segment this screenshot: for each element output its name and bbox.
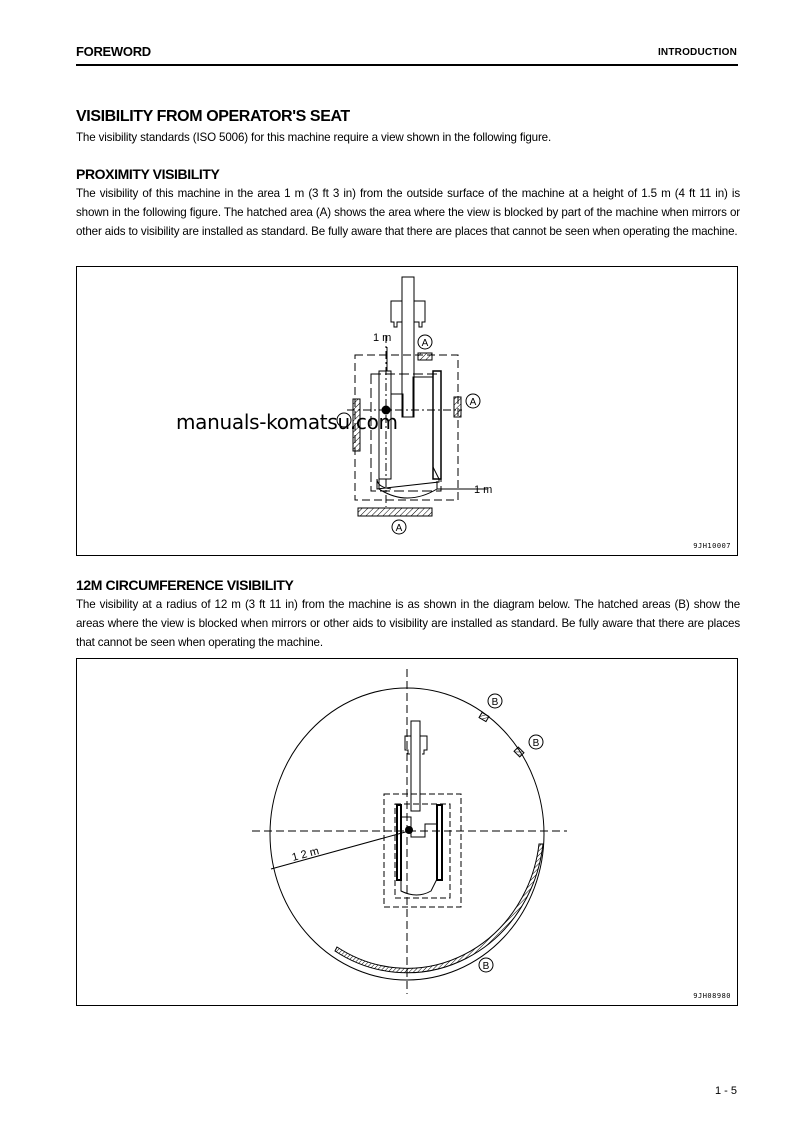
proximity-heading: PROXIMITY VISIBILITY: [76, 166, 220, 182]
distance-label-top: 1 m: [373, 332, 392, 344]
svg-text:A: A: [421, 338, 429, 349]
header-chapter: FOREWORD: [76, 44, 151, 59]
svg-text:B: B: [532, 738, 540, 749]
header-rule: [76, 64, 738, 66]
radius-label: 1 2 m: [290, 845, 321, 864]
figure-code: 9JH08980: [693, 992, 731, 1000]
page-title: VISIBILITY FROM OPERATOR'S SEAT: [76, 108, 350, 125]
svg-text:A: A: [469, 397, 477, 408]
circumference-text: The visibility at a radius of 12 m (3 ft 11 in) from the machine is as shown in the diagram below. The hatched areas (B) show the areas where the view is blocked when mirrors or other aids to visibility are installed as standard. Be fully aware that there are places that cannot be seen when operating the machine.: [76, 598, 740, 649]
operator-position-icon: [405, 826, 413, 834]
header-section: INTRODUCTION: [657, 47, 737, 58]
svg-text:B: B: [491, 697, 499, 708]
figure-code: 9JH10007: [693, 542, 731, 550]
intro-text: The visibility standards (ISO 5006) for this machine require a view shown in the following figure.: [76, 131, 552, 144]
circumference-figure: [76, 658, 738, 1006]
circumference-heading: 12M CIRCUMFERENCE VISIBILITY: [76, 577, 294, 593]
distance-label-right: 1 m: [474, 484, 493, 496]
proximity-text: The visibility of this machine in the area 1 m (3 ft 3 in) from the outside surface of the machine at a height of 1.5 m (4 ft 11 in) is shown in the following figure. The hatched area (A) shows the area where the view is blocked by part of the machine when mirrors or other aids to visibility are installed as standard. Be fully aware that there are places that cannot be seen when operating the machine.: [76, 187, 740, 238]
page-number: 1 - 5: [714, 1085, 737, 1097]
svg-text:B: B: [482, 961, 490, 972]
circumference-diagram: [77, 659, 737, 1005]
watermark-text: manuals-komatsu.com: [176, 410, 398, 434]
svg-text:A: A: [395, 523, 403, 534]
